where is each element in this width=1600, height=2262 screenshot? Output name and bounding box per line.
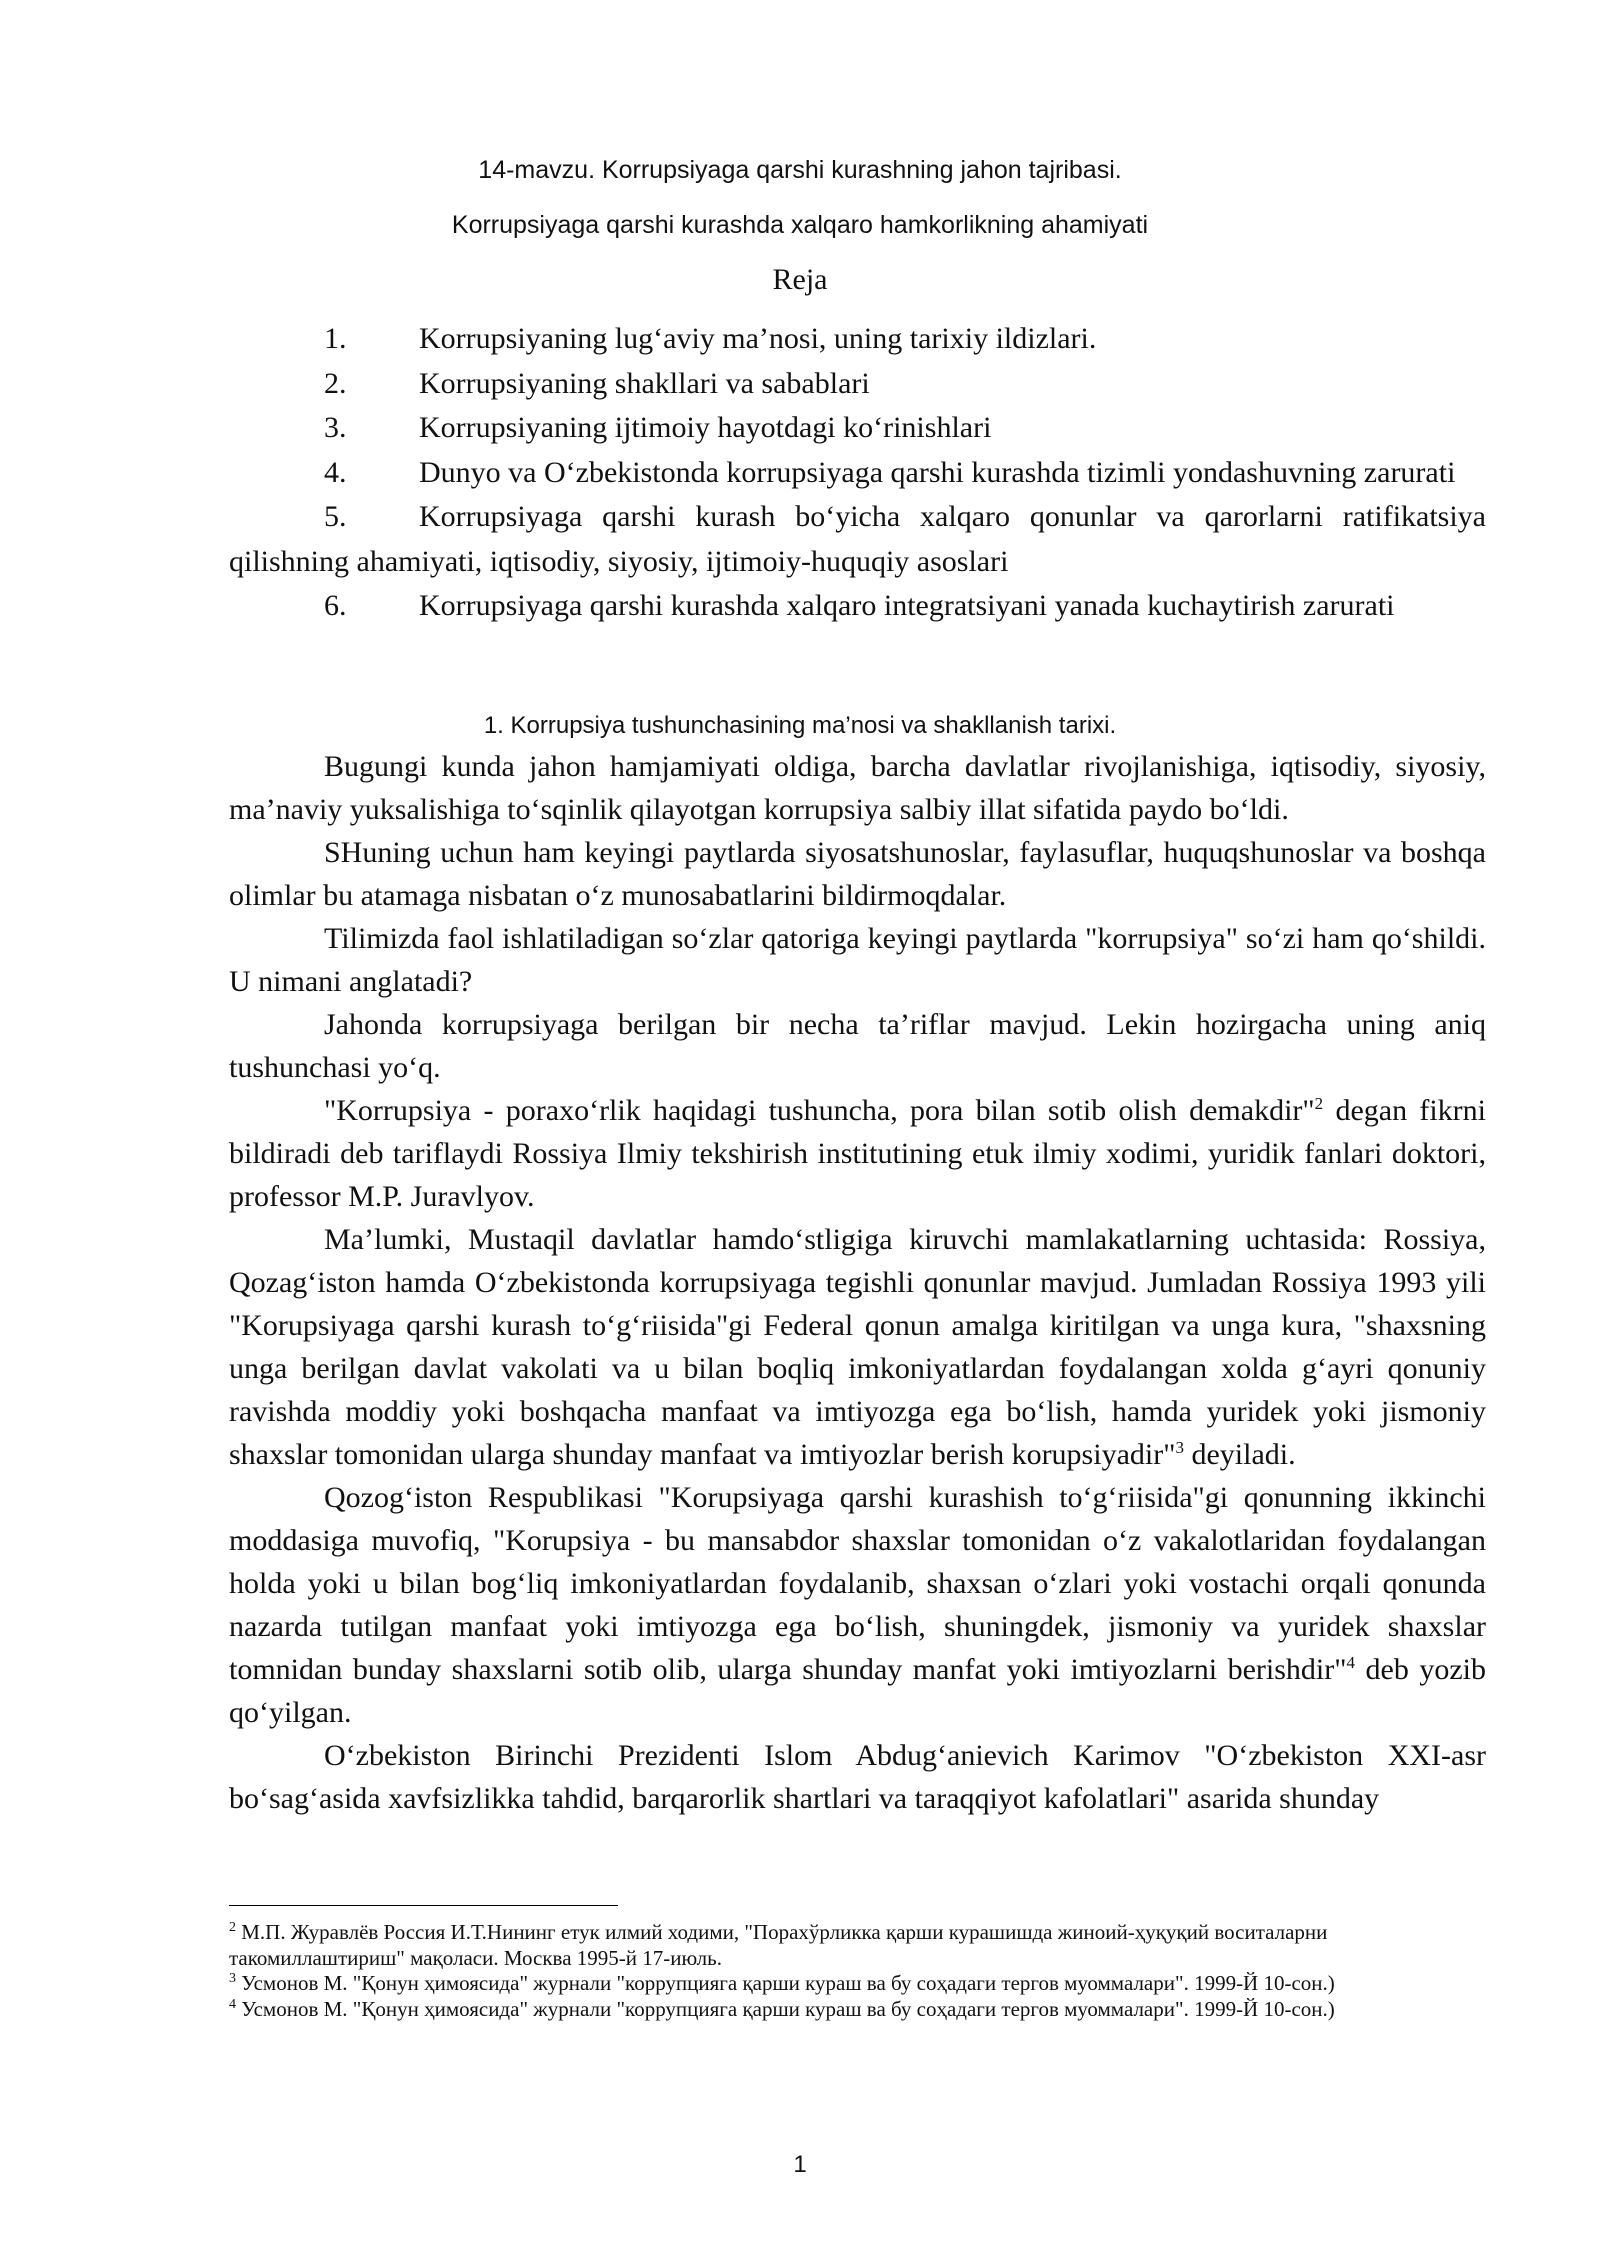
plan-item-text: Korrupsiyaning ijtimoiy hayotdagi ko‘rinishlari — [419, 411, 992, 444]
paragraph-continuation: deb yozib qo‘yilgan. — [229, 1653, 1486, 1729]
plan-item — [229, 495, 1486, 584]
plan-item-text: Dunyo va O‘zbekistonda korrupsiyaga qarshi kurashda tizimli yondashuvning zarurati — [419, 455, 1456, 489]
page-number: 1 — [793, 2151, 807, 2178]
plan-item-text: Korrupsiyaga qarshi kurash bo‘yicha xalqaro qonunlar va qarorlarni ratifikatsiya qilishning ahamiyati, iqtisodiy, siyosiy, ijtimoiy-huquqiy asoslari — [229, 500, 1486, 578]
paragraph: O‘zbekiston Birinchi Prezidenti Islom Abdug‘anievich Karimov "O‘zbekiston XXI-asr bo‘sag‘asida xavfsizlikka tahdid, barqarorlik shartlari va taraqqiyot kafolatlari" asarida shunday — [229, 1739, 1486, 1815]
footnote-ref: 2 — [1314, 1094, 1324, 1113]
quote-text: Ma’lumki, Mustaqil davlatlar hamdo‘stligiga kiruvchi mamlakatlarning uchtasida: Rossiya, Qozag‘iston hamda O‘zbekistonda korrupsiyaga tegishli qonunlar mavjud. Jumladan Rossiya 1993 yili "Korupsiyaga qarshi kurash to‘g‘riisida"gi Federal qonun amalga kiritilgan va unga kura, "shaxsning unga berilgan davlat vakolati va u bilan boqliq imkoniyatlardan foydalangan xolda g‘ayri qonuniy ravishda moddiy yoki boshqacha manfaat va imtiyozga ega bo‘lish, hamda yuridek yoki jismoniy shaxslar tomonidan ularga shunday manfaat va imtiyozlar berish korupsiyadir" — [229, 1223, 1486, 1471]
topic-subtitle: Korrupsiyaga qarshi kurashda xalqaro hamkorlikning ahamiyati — [451, 211, 1149, 239]
body-text — [229, 745, 1486, 1820]
footnote-mark: 3 — [229, 1971, 236, 1986]
footnote-separator — [229, 1905, 618, 1906]
paragraph — [229, 1218, 1486, 1476]
footnote-text: Усмонов М. "Қонун ҳимоясида" журнали "коррупцияга қарши кураш ва бу соҳадаги тергов муоммалари". 1999-Й 10-сон.) — [236, 1971, 1335, 1995]
plan-item — [229, 451, 1486, 496]
paragraph: Jahonda korrupsiyaga berilgan bir necha ta’riflar mavjud. Lekin hozirgacha uning aniq tushunchasi yo‘q. — [229, 1008, 1486, 1084]
topic-title: 14-mavzu. Korrupsiyaga qarshi kurashning jahon tajribasi. — [478, 156, 1122, 184]
section-heading: 1. Korrupsiya tushunchasining ma’nosi va shakllanish tarixi. — [483, 712, 1117, 739]
plan-item-text: Korrupsiyaga qarshi kurashda xalqaro integratsiyani yanada kuchaytirish zarurati — [419, 589, 1395, 622]
plan-item-text: Korrupsiyaning lug‘aviy ma’nosi, uning tarixiy ildizlari. — [419, 322, 1097, 355]
plan-item-number: 4. — [324, 455, 347, 489]
plan-item-number: 5. — [324, 500, 347, 533]
plan-item — [229, 584, 1486, 629]
paragraph: Bugungi kunda jahon hamjamiyati oldiga, barcha davlatlar rivojlanishiga, iqtisodiy, siyosiy, ma’naviy yuksalishiga to‘sqinlik qilayotgan korrupsiya salbiy illat sifatida paydo bo‘ldi. — [229, 750, 1486, 826]
paragraph-continuation: deyiladi. — [1183, 1438, 1296, 1471]
plan-item-number: 2. — [324, 366, 347, 400]
footnote-text: М.П. Журавлёв Россия И.Т.Нининг етук илмий ходими, "Порахўрликка қарши курашишда жиноий-ҳуқуқий воситаларни такомиллаштириш" мақоласи. Москва 1995-й 17-июль. — [229, 1920, 1328, 1970]
footnote — [229, 1920, 1486, 1971]
plan-item-text: Korrupsiyaning shakllari va sabablari — [419, 366, 870, 400]
quote-text: "Korrupsiya - poraxo‘rlik haqidagi tushuncha, pora bilan sotib olish demakdir" — [324, 1094, 1315, 1127]
plan-item-number: 3. — [324, 411, 347, 444]
footnote-mark: 2 — [229, 1920, 236, 1935]
footnote-text: Усмонов М. "Қонун ҳимоясида" журнали "коррупцияга қарши кураш ва бу соҳадаги тергов муоммалари". 1999-Й 10-сон.) — [236, 1996, 1335, 2021]
quote-text: Qozog‘iston Respublikasi "Korupsiyaga qarshi kurashish to‘g‘riisida"gi qonunning ikkinchi moddasiga muvofiq, "Korupsiya - bu mansabdor shaxslar tomonidan o‘z vakalotlaridan foydalangan holda yoki u bilan bog‘liq imkoniyatlardan foydalanib, shaxsan o‘zlari yoki vostachi orqali qonunda nazarda tutilgan manfaat yoki imtiyozga ega bo‘lish, shuningdek, jismoniy va yuridek shaxslar tomnidan bunday shaxslarni sotib olib, ularga shunday manfat yoki imtiyozlarni berishdir" — [229, 1481, 1486, 1686]
plan-item — [229, 406, 1486, 451]
plan-item — [229, 317, 1486, 362]
paragraph — [229, 1089, 1486, 1218]
plan-item-number: 6. — [324, 589, 347, 622]
plan-list — [229, 317, 1486, 629]
footnote-ref: 3 — [1175, 1438, 1184, 1457]
plan-title: Reja — [772, 263, 828, 296]
footnote-mark: 4 — [229, 1996, 236, 2012]
plan-item-number: 1. — [324, 322, 347, 355]
footnote-ref: 4 — [1346, 1653, 1355, 1672]
footnotes — [229, 1920, 1486, 2022]
paragraph: Tilimizda faol ishlatiladigan so‘zlar qatoriga keyingi paytlarda "korrupsiya" so‘zi ham qo‘shildi. U nimani anglatadi? — [229, 922, 1486, 998]
footnote — [229, 1971, 1486, 1997]
plan-item — [229, 362, 1486, 407]
paragraph-continuation: degan fikrni bildiradi deb tariflaydi Rossiya Ilmiy tekshirish institutining etuk ilmiy xodimi, yuridik fanlari doktori, professor M.P. Juravlyov. — [229, 1094, 1486, 1213]
footnote — [229, 1997, 1486, 2023]
paragraph — [229, 1476, 1486, 1734]
paragraph: SHuning uchun ham keyingi paytlarda siyosatshunoslar, faylasuflar, huquqshunoslar va boshqa olimlar bu atamaga nisbatan o‘z munosabatlarini bildirmoqdalar. — [229, 836, 1486, 912]
